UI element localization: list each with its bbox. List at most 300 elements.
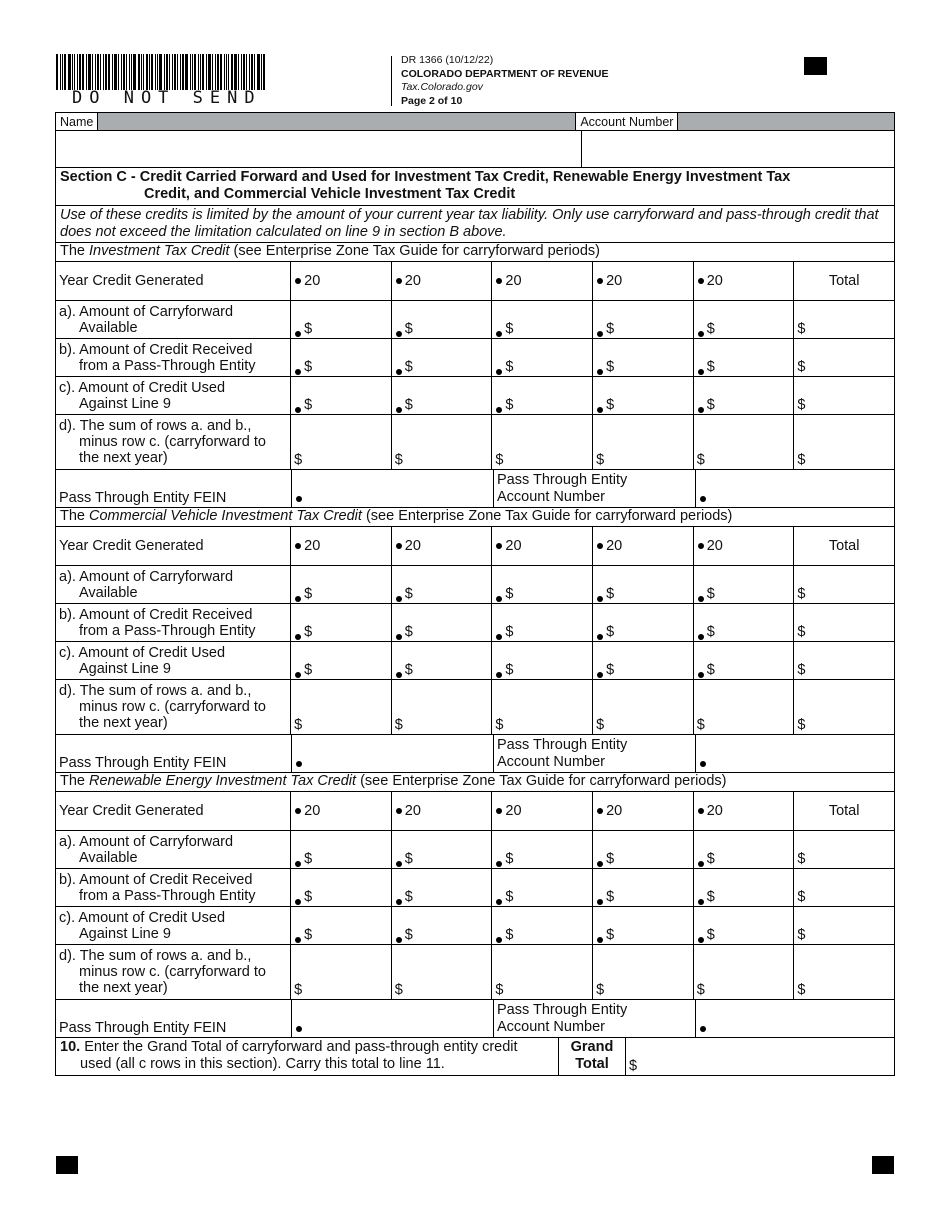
row-b-pass-through — [55, 869, 895, 907]
row-c-label-1: c). Amount of Credit Used — [59, 909, 226, 926]
barcode-bar — [226, 54, 227, 90]
year-credit-row — [55, 527, 895, 566]
barcode-bar — [97, 54, 99, 90]
barcode-bar — [206, 54, 207, 90]
barcode-bar — [118, 54, 119, 90]
pte-account-label-1: Pass Through Entity — [497, 471, 628, 488]
currency-sign: $ — [797, 927, 806, 943]
carryforward-field[interactable] — [593, 945, 694, 999]
amount-field[interactable] — [291, 566, 392, 603]
amount-field[interactable] — [392, 642, 493, 679]
amount-field[interactable] — [392, 869, 493, 906]
required-dot-icon — [597, 369, 603, 375]
form-header — [401, 54, 608, 108]
amount-field[interactable] — [492, 604, 593, 641]
barcode-bar — [56, 54, 58, 90]
credit-blocks — [55, 243, 895, 1038]
carryforward-field[interactable] — [492, 680, 593, 734]
barcode-bar — [192, 54, 193, 90]
form-id: DR 1366 (10/12/22) — [401, 54, 494, 66]
year-field[interactable] — [694, 527, 795, 565]
row-b-pass-through — [55, 339, 895, 377]
year-field[interactable] — [694, 262, 795, 300]
total-field[interactable] — [794, 339, 894, 376]
required-dot-icon — [396, 278, 402, 284]
total-field[interactable] — [794, 831, 894, 868]
amount-field[interactable] — [492, 869, 593, 906]
currency-sign: $ — [495, 452, 504, 468]
total-field[interactable] — [794, 415, 894, 469]
currency-sign: $ — [394, 717, 403, 733]
year-field[interactable] — [694, 792, 795, 830]
fein-label-text: Pass Through Entity FEIN — [59, 1020, 227, 1036]
barcode-bar — [60, 54, 61, 90]
pte-account-field[interactable] — [696, 1000, 894, 1037]
required-dot-icon — [496, 899, 502, 905]
carryforward-field[interactable] — [392, 415, 493, 469]
carryforward-field[interactable] — [392, 680, 493, 734]
required-dot-icon — [496, 937, 502, 943]
barcode-caption: DO NOT SEND — [72, 88, 262, 108]
amount-field[interactable] — [291, 604, 392, 641]
currency-sign: $ — [706, 586, 715, 602]
required-dot-icon — [496, 331, 502, 337]
amount-field[interactable] — [593, 377, 694, 414]
carryforward-field[interactable] — [291, 680, 392, 734]
credit-name: Investment Tax Credit — [89, 243, 230, 259]
required-dot-icon — [496, 596, 502, 602]
fein-field[interactable] — [292, 470, 494, 507]
grand-label-2: Total — [575, 1056, 609, 1072]
required-dot-icon — [496, 369, 502, 375]
barcode-bar — [129, 54, 130, 90]
carryforward-field[interactable] — [492, 945, 593, 999]
row-d-label-2: minus row c. (carryforward to — [79, 699, 266, 715]
amount-field[interactable] — [694, 642, 795, 679]
amount-field[interactable] — [392, 301, 493, 338]
currency-sign: $ — [797, 397, 806, 413]
row-b-label-1: b). Amount of Credit Received — [59, 606, 253, 623]
amount-field[interactable] — [694, 301, 795, 338]
year-prefix: 20 — [404, 538, 421, 554]
row-a-label-2: Available — [79, 849, 138, 866]
year-field[interactable] — [593, 527, 694, 565]
name-field[interactable] — [56, 131, 582, 167]
row-b-pass-through — [55, 604, 895, 642]
currency-sign: $ — [495, 717, 504, 733]
barcode-bar — [151, 54, 153, 90]
year-prefix: 20 — [706, 273, 723, 289]
amount-field[interactable] — [694, 907, 795, 944]
row-a-carryforward — [55, 301, 895, 339]
currency-sign: $ — [596, 717, 605, 733]
amount-field[interactable] — [694, 566, 795, 603]
credit-block-heading — [55, 243, 895, 262]
currency-sign: $ — [606, 321, 615, 337]
barcode-bar — [202, 54, 204, 90]
total-field[interactable] — [794, 869, 894, 906]
amount-field[interactable] — [392, 566, 493, 603]
year-prefix: 20 — [404, 803, 421, 819]
currency-sign: $ — [797, 662, 806, 678]
amount-field[interactable] — [694, 604, 795, 641]
row-d-label-2: minus row c. (carryforward to — [79, 964, 266, 980]
barcode-bar — [220, 54, 222, 90]
currency-sign: $ — [606, 662, 615, 678]
total-label: Total — [828, 538, 860, 554]
row-a-label-1: a). Amount of Carryforward — [59, 568, 234, 585]
total-field[interactable] — [794, 907, 894, 944]
credit-block-2 — [55, 508, 895, 773]
year-prefix: 20 — [505, 803, 522, 819]
row-d-label-1: d). The sum of rows a. and b., — [59, 948, 252, 964]
currency-sign: $ — [797, 624, 806, 640]
row-b-label — [56, 339, 291, 376]
required-dot-icon — [597, 543, 603, 549]
amount-field[interactable] — [593, 301, 694, 338]
currency-sign: $ — [294, 452, 303, 468]
name-label-spacer — [98, 113, 576, 130]
row-a-label-1: a). Amount of Carryforward — [59, 833, 234, 850]
barcode-bar — [246, 54, 247, 90]
currency-sign: $ — [797, 359, 806, 375]
carryforward-field[interactable] — [291, 945, 392, 999]
amount-field[interactable] — [694, 339, 795, 376]
year-prefix: 20 — [606, 538, 623, 554]
required-dot-icon — [700, 496, 706, 502]
required-dot-icon — [698, 808, 704, 814]
barcode-bar — [180, 54, 181, 90]
amount-field[interactable] — [593, 831, 694, 868]
currency-sign: $ — [505, 359, 514, 375]
barcode-bar — [251, 54, 253, 90]
year-credit-row — [55, 792, 895, 831]
barcode-bar — [174, 54, 176, 90]
carryforward-field[interactable] — [593, 680, 694, 734]
fein-field[interactable] — [292, 1000, 494, 1037]
currency-sign: $ — [505, 927, 514, 943]
barcode-bar — [212, 54, 213, 90]
credit-block-heading — [55, 508, 895, 527]
total-field[interactable] — [794, 566, 894, 603]
row-a-label-1: a). Amount of Carryforward — [59, 303, 234, 320]
year-prefix: 20 — [606, 803, 623, 819]
currency-sign: $ — [629, 1058, 638, 1074]
amount-field[interactable] — [291, 642, 392, 679]
year-prefix: 20 — [304, 538, 321, 554]
row-d-sum — [55, 945, 895, 1000]
year-field[interactable] — [392, 792, 493, 830]
barcode-bar — [254, 54, 255, 90]
barcode-bar — [126, 54, 127, 90]
currency-sign: $ — [706, 359, 715, 375]
year-field[interactable] — [593, 792, 694, 830]
required-dot-icon — [396, 634, 402, 640]
grand-label-1: Grand — [570, 1039, 614, 1055]
amount-field[interactable] — [392, 339, 493, 376]
row-a-carryforward — [55, 566, 895, 604]
barcode-bar — [149, 54, 150, 90]
required-dot-icon — [396, 407, 402, 413]
row-c-credit-used — [55, 642, 895, 680]
required-dot-icon — [597, 278, 603, 284]
amount-field[interactable] — [694, 869, 795, 906]
year-field[interactable] — [492, 792, 593, 830]
account-number-label: Account Number — [576, 113, 678, 130]
currency-sign: $ — [404, 397, 413, 413]
total-field[interactable] — [794, 377, 894, 414]
grand-total-instructions — [56, 1038, 559, 1075]
row-b-label-1: b). Amount of Credit Received — [59, 341, 253, 358]
currency-sign: $ — [606, 927, 615, 943]
grand-total-text-2: used (all c rows in this section). Carry this total to line 11. — [80, 1056, 445, 1072]
row-c-label — [56, 377, 291, 414]
pte-account-field[interactable] — [696, 470, 894, 507]
row-c-label — [56, 642, 291, 679]
amount-field[interactable] — [392, 604, 493, 641]
barcode-bar — [159, 54, 162, 90]
currency-sign: $ — [304, 586, 313, 602]
total-header — [794, 262, 894, 300]
amount-field[interactable] — [593, 869, 694, 906]
required-dot-icon — [597, 899, 603, 905]
amount-field[interactable] — [291, 869, 392, 906]
barcode-bar — [263, 54, 265, 90]
barcode-bar — [261, 54, 262, 90]
row-d-label-3: the next year) — [79, 450, 168, 466]
barcode-bar — [234, 54, 237, 90]
amount-field[interactable] — [392, 831, 493, 868]
currency-sign: $ — [505, 662, 514, 678]
required-dot-icon — [295, 331, 301, 337]
required-dot-icon — [295, 369, 301, 375]
required-dot-icon — [496, 278, 502, 284]
amount-field[interactable] — [593, 339, 694, 376]
carryforward-field[interactable] — [392, 945, 493, 999]
year-prefix: 20 — [304, 803, 321, 819]
currency-sign: $ — [706, 889, 715, 905]
barcode-bar — [185, 54, 188, 90]
amount-field[interactable] — [291, 831, 392, 868]
currency-sign: $ — [304, 851, 313, 867]
amount-field[interactable] — [492, 377, 593, 414]
barcode-bar — [224, 54, 225, 90]
barcode-bar — [62, 54, 63, 90]
required-dot-icon — [296, 496, 302, 502]
required-dot-icon — [496, 543, 502, 549]
carryforward-field[interactable] — [291, 415, 392, 469]
year-field[interactable] — [593, 262, 694, 300]
account-number-field[interactable] — [582, 131, 894, 167]
barcode-bar — [141, 54, 142, 90]
required-dot-icon — [496, 808, 502, 814]
currency-sign: $ — [606, 397, 615, 413]
required-dot-icon — [597, 407, 603, 413]
currency-sign: $ — [404, 662, 413, 678]
barcode-bar — [172, 54, 173, 90]
barcode-bar — [138, 54, 140, 90]
amount-field[interactable] — [392, 377, 493, 414]
currency-sign: $ — [304, 927, 313, 943]
carryforward-field[interactable] — [694, 945, 795, 999]
barcode-bar — [241, 54, 242, 90]
total-field[interactable] — [794, 945, 894, 999]
amount-field[interactable] — [593, 642, 694, 679]
currency-sign: $ — [797, 889, 806, 905]
barcode-bar — [243, 54, 245, 90]
amount-field[interactable] — [593, 604, 694, 641]
required-dot-icon — [295, 407, 301, 413]
amount-field[interactable] — [291, 907, 392, 944]
row-d-sum — [55, 680, 895, 735]
total-field[interactable] — [794, 680, 894, 734]
amount-field[interactable] — [593, 566, 694, 603]
required-dot-icon — [295, 672, 301, 678]
currency-sign: $ — [797, 851, 806, 867]
carryforward-field[interactable] — [694, 415, 795, 469]
amount-field[interactable] — [492, 831, 593, 868]
year-prefix: 20 — [505, 273, 522, 289]
currency-sign: $ — [606, 889, 615, 905]
registration-mark-bottom-right — [872, 1156, 894, 1174]
year-field[interactable] — [492, 262, 593, 300]
row-a-label — [56, 566, 291, 603]
required-dot-icon — [698, 331, 704, 337]
currency-sign: $ — [706, 321, 715, 337]
barcode-bar — [198, 54, 199, 90]
required-dot-icon — [295, 278, 301, 284]
required-dot-icon — [295, 861, 301, 867]
credit-block-1 — [55, 243, 895, 508]
barcode-bar — [194, 54, 196, 90]
registration-mark-bottom-left — [56, 1156, 78, 1174]
barcode-bar — [164, 54, 165, 90]
year-credit-row — [55, 262, 895, 301]
heading-prefix: The — [60, 243, 90, 259]
fein-label — [56, 470, 292, 507]
credit-block-heading — [55, 773, 895, 792]
amount-field[interactable] — [392, 907, 493, 944]
amount-field[interactable] — [593, 907, 694, 944]
grand-total-label — [559, 1038, 626, 1075]
currency-sign: $ — [304, 397, 313, 413]
pte-account-field[interactable] — [696, 735, 894, 772]
amount-field[interactable] — [291, 377, 392, 414]
barcode-bar — [105, 54, 107, 90]
row-a-label — [56, 831, 291, 868]
barcode-bar — [123, 54, 125, 90]
grand-total-field[interactable] — [626, 1038, 894, 1075]
required-dot-icon — [396, 899, 402, 905]
required-dot-icon — [396, 861, 402, 867]
row-d-label-3: the next year) — [79, 980, 168, 996]
currency-sign: $ — [696, 982, 705, 998]
required-dot-icon — [698, 278, 704, 284]
fein-field[interactable] — [292, 735, 494, 772]
pte-account-label-2: Account Number — [497, 488, 605, 505]
row-d-label-1: d). The sum of rows a. and b., — [59, 418, 252, 434]
currency-sign: $ — [696, 717, 705, 733]
row-d-label — [56, 945, 291, 999]
row-d-label-2: minus row c. (carryforward to — [79, 434, 266, 450]
required-dot-icon — [597, 937, 603, 943]
year-label-text: Year Credit Generated — [59, 273, 204, 289]
currency-sign: $ — [797, 717, 806, 733]
year-field[interactable] — [291, 527, 392, 565]
amount-field[interactable] — [492, 907, 593, 944]
total-field[interactable] — [794, 642, 894, 679]
barcode — [56, 54, 278, 90]
required-dot-icon — [496, 634, 502, 640]
amount-field[interactable] — [492, 566, 593, 603]
name-label: Name — [56, 113, 98, 130]
registration-mark-top — [804, 57, 827, 75]
year-field[interactable] — [291, 792, 392, 830]
required-dot-icon — [295, 543, 301, 549]
year-field[interactable] — [392, 527, 493, 565]
page-number: Page 2 of 10 — [401, 94, 463, 107]
required-dot-icon — [496, 407, 502, 413]
carryforward-field[interactable] — [593, 415, 694, 469]
currency-sign: $ — [505, 889, 514, 905]
barcode-bar — [215, 54, 216, 90]
barcode-bar — [108, 54, 110, 90]
barcode-bar — [103, 54, 104, 90]
currency-sign: $ — [505, 586, 514, 602]
barcode-bar — [238, 54, 239, 90]
total-field[interactable] — [794, 604, 894, 641]
carryforward-field[interactable] — [492, 415, 593, 469]
required-dot-icon — [396, 369, 402, 375]
barcode-bar — [82, 54, 84, 90]
currency-sign: $ — [596, 982, 605, 998]
row-b-label — [56, 869, 291, 906]
currency-sign: $ — [294, 717, 303, 733]
required-dot-icon — [698, 596, 704, 602]
amount-field[interactable] — [694, 377, 795, 414]
required-dot-icon — [698, 407, 704, 413]
total-field[interactable] — [794, 301, 894, 338]
required-dot-icon — [698, 899, 704, 905]
required-dot-icon — [698, 937, 704, 943]
amount-field[interactable] — [694, 831, 795, 868]
amount-field[interactable] — [492, 642, 593, 679]
amount-field[interactable] — [291, 301, 392, 338]
year-field[interactable] — [392, 262, 493, 300]
barcode-bar — [112, 54, 113, 90]
barcode-bar — [231, 54, 233, 90]
total-header — [794, 527, 894, 565]
required-dot-icon — [698, 634, 704, 640]
year-field[interactable] — [291, 262, 392, 300]
barcode-bar — [131, 54, 132, 90]
row-c-credit-used — [55, 907, 895, 945]
heading-suffix: (see Enterprise Zone Tax Guide for carryforward periods) — [356, 773, 727, 789]
barcode-bar — [200, 54, 201, 90]
currency-sign: $ — [596, 452, 605, 468]
amount-field[interactable] — [291, 339, 392, 376]
currency-sign: $ — [706, 851, 715, 867]
barcode-bar — [143, 54, 144, 90]
required-dot-icon — [496, 672, 502, 678]
year-field[interactable] — [492, 527, 593, 565]
amount-field[interactable] — [492, 301, 593, 338]
amount-field[interactable] — [492, 339, 593, 376]
year-prefix: 20 — [706, 538, 723, 554]
barcode-bar — [88, 54, 91, 90]
carryforward-field[interactable] — [694, 680, 795, 734]
department-name: COLORADO DEPARTMENT OF REVENUE — [401, 67, 609, 80]
